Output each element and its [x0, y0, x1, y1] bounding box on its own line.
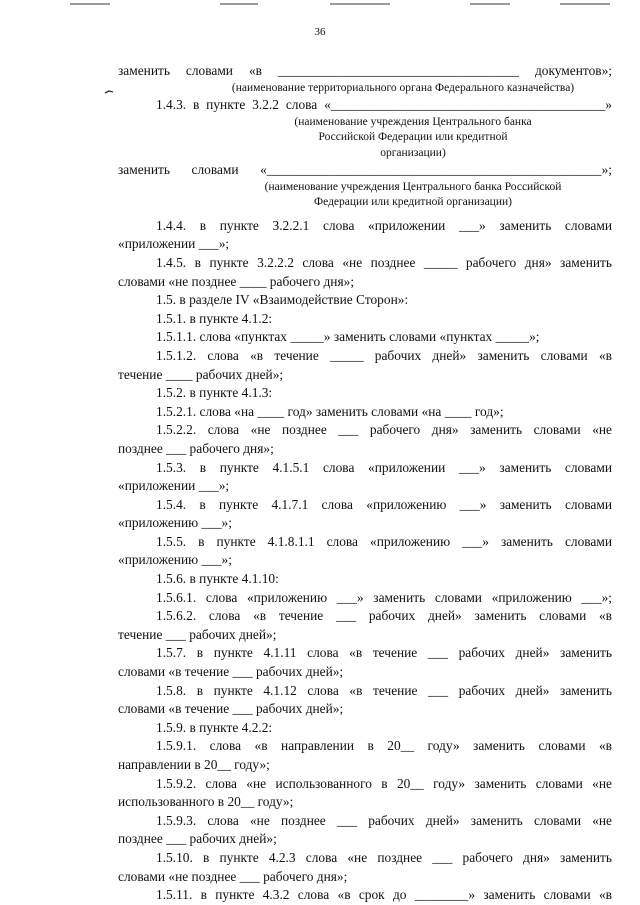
text-line: словами «в течение ___ рабочих дней»;: [118, 701, 344, 717]
text-line: 1.5.9.2. слова «не использованного в 20__ году» заменить словами «не: [156, 775, 612, 791]
field-caption: (наименование учреждения Центрального банка: [294, 115, 532, 128]
field-caption: Российской Федерации или кредитной: [318, 131, 508, 144]
text-line: «приложении ___»;: [118, 478, 230, 494]
text-line: «приложению ___»;: [118, 552, 232, 568]
text-line: 1.4.4. в пункте 3.2.2.1 слова «приложении ___» заменить словами: [156, 217, 612, 233]
text-line: 1.5.6. в пункте 4.1.10:: [156, 571, 279, 587]
text-line: 1.4.5. в пункте 3.2.2.2 слова «не позднее _____ рабочего дня» заменить: [156, 254, 612, 270]
document-body: [118, 62, 612, 905]
text-line: словами «в течение ___ рабочих дней»;: [118, 664, 344, 680]
text-line: 1.5.6.2. слова «в течение ___ рабочих дней» заменить словами «в: [156, 608, 612, 624]
field-caption: (наименование учреждения Центрального банка Российской: [264, 180, 562, 193]
text-line: 1.5.10. в пункте 4.2.3 слова «не позднее ___ рабочего дня» заменить: [156, 849, 612, 865]
text-line: заменить словами «__________________________________________________»;: [118, 162, 612, 178]
text-line: 1.4.3. в пункте 3.2.2 слова «_________________________________________»: [156, 97, 612, 113]
text-line: словами «не позднее ___ рабочего дня»;: [118, 868, 348, 884]
text-line: 1.5.4. в пункте 4.1.7.1 слова «приложению ___» заменить словами: [156, 496, 612, 512]
field-caption: (наименование территориального органа Федерального казначейства): [231, 81, 575, 94]
text-line: течение ____ рабочих дней»;: [118, 366, 284, 382]
text-line: «приложению ___»;: [118, 515, 232, 531]
text-line: 1.5.9.3. слова «не позднее ___ рабочих дней» заменить словами «не: [156, 812, 612, 828]
scan-edge-marks: [0, 0, 640, 8]
text-line: 1.5.3. в пункте 4.1.5.1 слова «приложении ___» заменить словами: [156, 459, 612, 475]
text-line: «приложении ___»;: [118, 236, 230, 252]
text-line: 1.5.7. в пункте 4.1.11 слова «в течение ___ рабочих дней» заменить: [156, 645, 612, 661]
text-line: 1.5.2.2. слова «не позднее ___ рабочего дня» заменить словами «не: [156, 422, 612, 438]
text-line: словами «не позднее ____ рабочего дня»;: [118, 273, 355, 289]
text-line: позднее ___ рабочих дней»;: [118, 831, 277, 847]
text-line: 1.5.1. в пункте 4.1.2:: [156, 310, 273, 326]
text-line: направлении в 20__ году»;: [118, 757, 270, 772]
text-line: 1.5.8. в пункте 4.1.12 слова «в течение ___ рабочих дней» заменить: [156, 682, 612, 698]
text-line: течение ___ рабочих дней»;: [118, 626, 277, 642]
text-line: 1.5.9. в пункте 4.2.2:: [156, 719, 273, 735]
page-number: 36: [314, 26, 326, 38]
text-line: 1.5.5. в пункте 4.1.8.1.1 слова «приложению ___» заменить словами: [156, 533, 612, 549]
text-line: 1.5.1.1. слова «пунктах _____» заменить словами «пунктах _____»;: [156, 329, 540, 345]
field-caption: Федерации или кредитной организации): [314, 196, 512, 209]
field-caption: организации): [380, 146, 446, 159]
text-line: 1.5.2. в пункте 4.1.3:: [156, 385, 273, 401]
text-line: 1.5. в разделе IV «Взаимодействие Сторон»:: [156, 292, 409, 308]
text-line: 1.5.1.2. слова «в течение _____ рабочих дней» заменить словами «в: [156, 347, 612, 363]
text-line: использованного в 20__ году»;: [118, 794, 294, 810]
text-line: 1.5.2.1. слова «на ____ год» заменить словами «на ____ год»;: [156, 403, 504, 419]
text-line: заменить словами «в ____________________________________ документов»;: [118, 63, 612, 78]
text-line: 1.5.11. в пункте 4.3.2 слова «в срок до ________» заменить словами «в: [156, 887, 612, 903]
text-line: 1.5.9.1. слова «в направлении в 20__ году» заменить словами «в: [156, 738, 612, 754]
text-line: позднее ___ рабочего дня»;: [118, 440, 274, 456]
scan-mark: [104, 89, 114, 95]
text-line: 1.5.6.1. слова «приложению ___» заменить словами «приложению ___»;: [156, 589, 612, 605]
